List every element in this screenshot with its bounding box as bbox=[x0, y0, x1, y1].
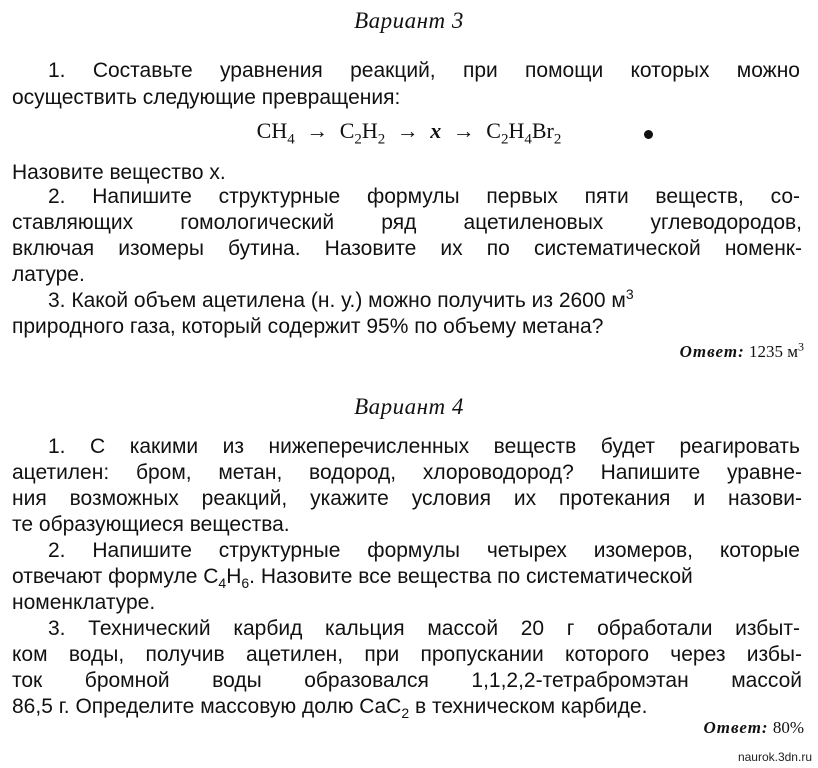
answer-value: 1235 м bbox=[748, 342, 798, 361]
v4-task1-line1: 1. С какими из нижеперечисленных веществ будет реагировать bbox=[48, 435, 800, 458]
formula-c2h4br2: C bbox=[486, 118, 501, 143]
formula-c2h2: C bbox=[339, 118, 355, 143]
v3-task2-line1: 2. Напишите структурные формулы первых пяти веществ, со- bbox=[48, 185, 800, 208]
v3-task2-line2: ставляющих гомологический ряд ацетиленовых углеводородов, bbox=[12, 211, 802, 234]
arrow-icon: → bbox=[306, 118, 329, 143]
v4-task1-line2: ацетилен: бром, метан, водород, хлороводород? Напишите уравне- bbox=[12, 461, 802, 484]
arrow-icon: → bbox=[452, 118, 475, 143]
v4-task1-line3: ния возможных реакций, укажите условия их протекания и назови- bbox=[12, 487, 802, 510]
v3-task3-line2: природного газа, который содержит 95% по объему метана? bbox=[12, 315, 604, 338]
v4-task2-line3: номенклатуре. bbox=[12, 591, 156, 614]
v3-answer: Ответ: 1235 $м^3$ bbox=[679, 339, 804, 361]
v4-task1-line4: те образующиеся вещества. bbox=[12, 513, 290, 536]
variant-3-heading: Вариант 3 bbox=[354, 8, 464, 33]
v4-task3-line1: 3. Технический карбид кальция массой 20 г обработали избыт- bbox=[48, 617, 800, 640]
v4-task2-line2: отвечают формуле $C_4H_6$. Назовите все вещества по систематической bbox=[12, 565, 693, 592]
v4-task3-line3: ток бромной воды образовался 1,1,2,2-тетрабромэтан массой bbox=[12, 669, 802, 692]
answer-label: Ответ: bbox=[703, 718, 769, 737]
v3-transformation-formula: $CH_4 \to C_2H_2 \to x \to C_2H_4Br_2$ bbox=[256, 118, 562, 148]
formula-ch4: CH bbox=[256, 118, 288, 143]
ink-dot bbox=[644, 130, 653, 139]
v3-task1-line1: 1. Составьте уравнения реакций, при помощи которых можно bbox=[48, 59, 800, 82]
v3-task1-line2: осуществить следующие превращения: bbox=[12, 86, 401, 109]
v3-task2-line4: латуре. bbox=[12, 263, 85, 286]
formula-x: x bbox=[430, 118, 442, 143]
v4-task3-line4: 86,5 г. Определите массовую долю CaC$_2$ в техническом карбиде. bbox=[12, 695, 648, 722]
answer-label: Ответ: bbox=[679, 342, 745, 361]
v4-answer bbox=[703, 718, 804, 738]
v3-task1-line3: Назовите вещество x. bbox=[12, 161, 226, 184]
v3-task3-line1: 3. Какой объем ацетилена (н. у.) можно получить из 2600 $м^3$ bbox=[48, 286, 634, 312]
variant-4-heading: Вариант 4 bbox=[354, 394, 464, 419]
v4-task2-line1: 2. Напишите структурные формулы четырех изомеров, которые bbox=[48, 539, 800, 562]
arrow-icon: → bbox=[396, 118, 419, 143]
watermark: naurok.3dn.ru bbox=[737, 750, 812, 764]
v3-task2-line3: включая изомеры бутина. Назовите их по систематической номенк- bbox=[12, 237, 802, 260]
v4-task3-line2: ком воды, получив ацетилен, при пропускании которого через избы- bbox=[12, 643, 802, 666]
answer-value: 80% bbox=[772, 718, 804, 737]
